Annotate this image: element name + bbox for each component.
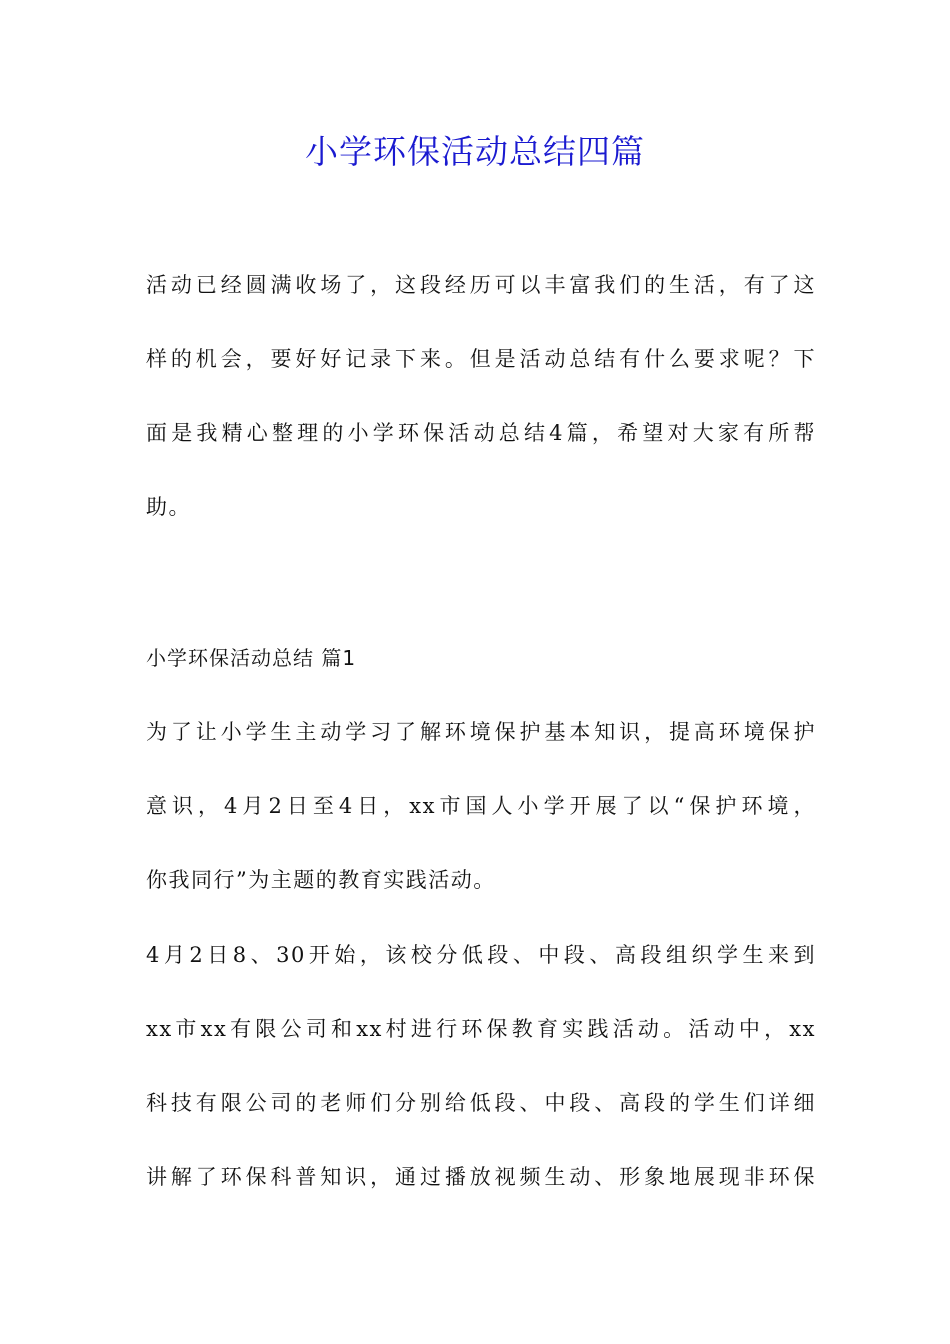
para2-line-4: 讲解了环保科普知识，通过播放视频生动、形象地展现非环保 — [146, 1165, 816, 1189]
intro-line-4: 助。 — [146, 495, 191, 519]
intro-line-2: 样的机会，要好好记录下来。但是活动总结有什么要求呢？下 — [146, 347, 816, 371]
para2-line-3: 科技有限公司的老师们分别给低段、中段、高段的学生们详细 — [146, 1091, 816, 1115]
para2-line-2: xx市xx有限公司和xx村进行环保教育实践活动。活动中，xx — [146, 1017, 816, 1041]
section-heading: 小学环保活动总结 篇1 — [146, 646, 357, 670]
para2-line-1: 4月2日8、30开始，该校分低段、中段、高段组织学生来到 — [146, 943, 816, 967]
para1-line-2: 意识，4月2日至4日，xx市国人小学开展了以“保护环境， — [146, 794, 816, 818]
intro-line-1: 活动已经圆满收场了，这段经历可以丰富我们的生活，有了这 — [146, 273, 816, 297]
intro-line-3: 面是我精心整理的小学环保活动总结4篇，希望对大家有所帮 — [146, 421, 816, 445]
para1-line-1: 为了让小学生主动学习了解环境保护基本知识，提高环境保护 — [146, 720, 816, 744]
para1-line-3: 你我同行”为主题的教育实践活动。 — [146, 868, 496, 892]
document-title: 小学环保活动总结四篇 — [305, 132, 645, 171]
